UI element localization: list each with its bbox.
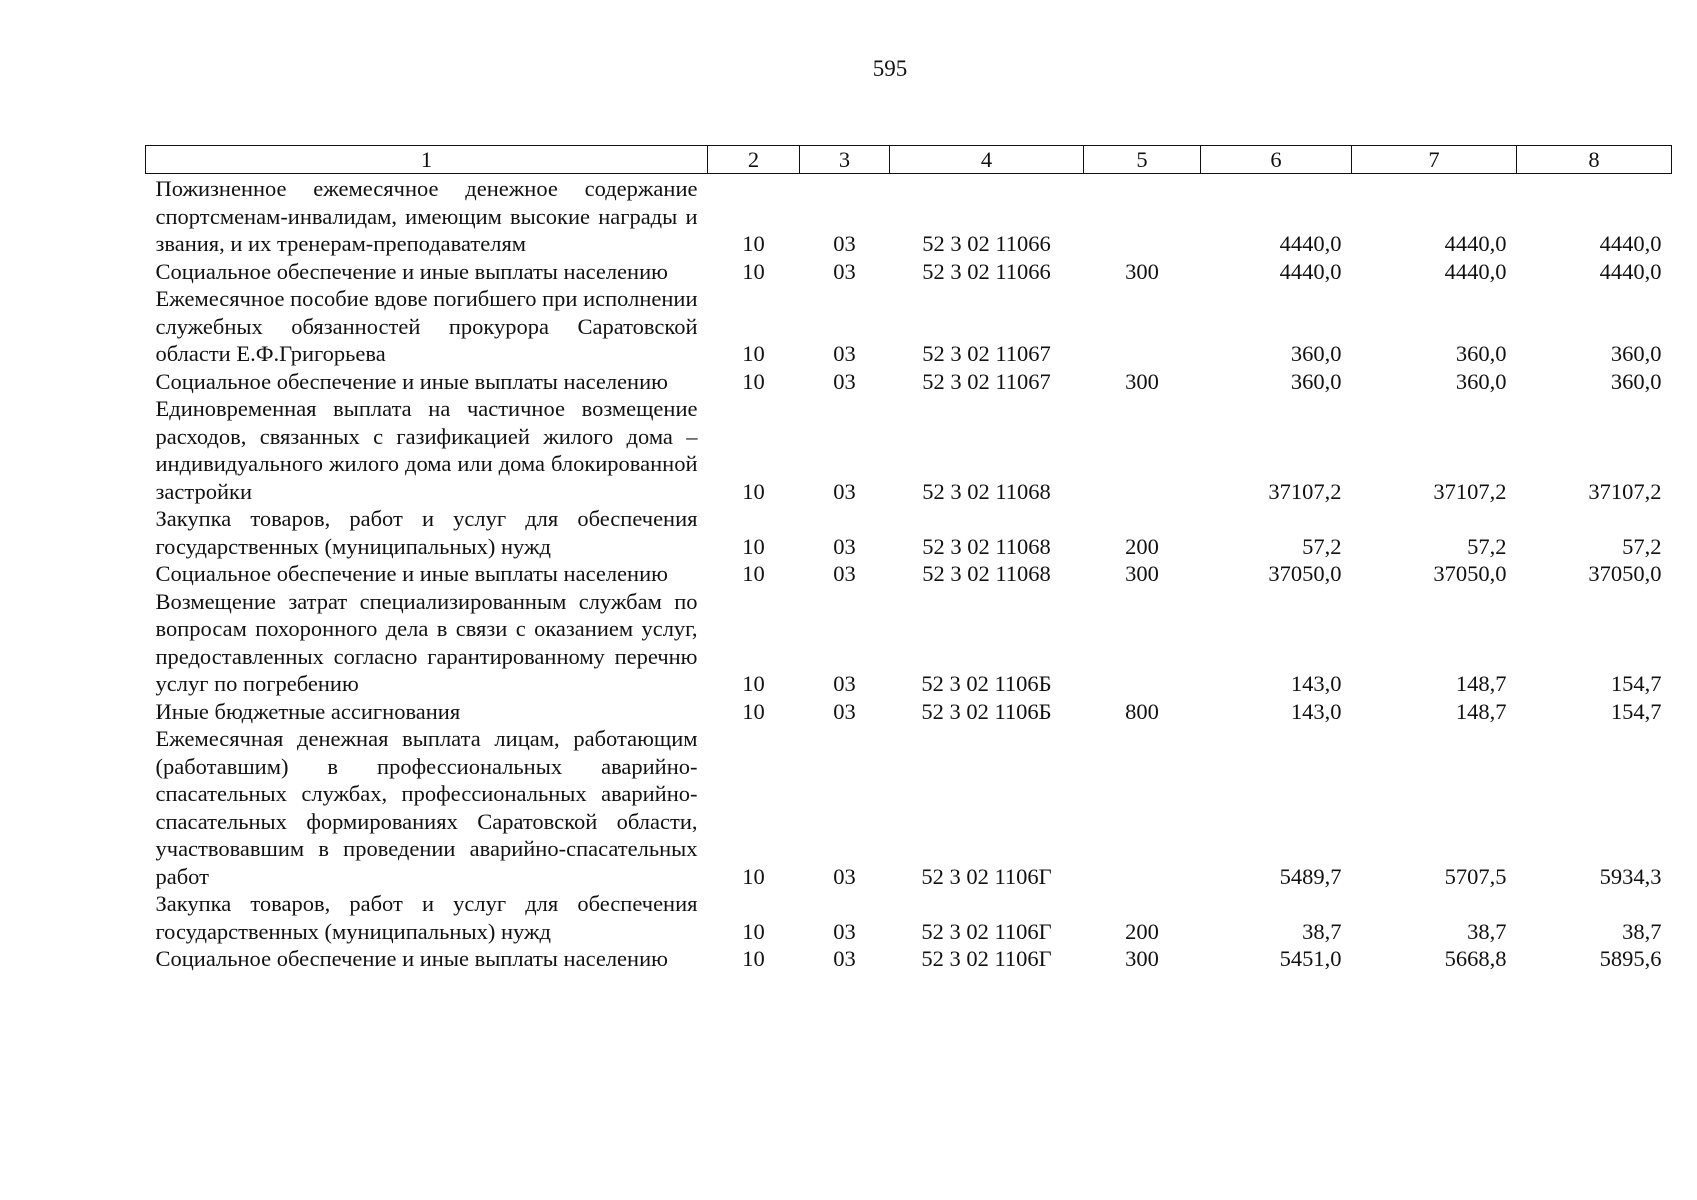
subsection-code: 03 [833,478,856,504]
amount-col-8: 37107,2 [1588,478,1662,504]
target-article-code: 52 3 02 11068 [922,478,1051,504]
section-code: 10 [742,341,765,366]
amount-col-6: 57,2 [1302,533,1342,559]
subsection-code: 03 [833,863,856,889]
amount-col-7: 360,0 [1455,341,1507,366]
header-cell-3: 3 [800,146,890,174]
expense-type-code: 300 [1125,368,1159,394]
row-description: Социальное обеспечение и иные выплаты населению [155,946,668,971]
section-code: 10 [742,258,765,284]
section-code: 10 [742,863,765,889]
table-row [146,588,1672,698]
expense-type-code: 800 [1125,698,1159,724]
subsection-code: 03 [833,368,856,394]
subsection-code: 03 [833,918,856,944]
target-article-code: 52 3 02 1106Б [921,671,1052,696]
target-article-code: 52 3 02 1106Г [921,863,1052,889]
expense-type-code [1084,395,1201,505]
header-row [146,146,1672,174]
table-row [146,395,1672,505]
section-code: 10 [742,533,765,559]
amount-col-6: 5451,0 [1279,946,1342,971]
expense-type-code [1084,174,1201,258]
table-row [146,725,1672,890]
target-article-code: 52 3 02 11066 [922,258,1051,284]
amount-col-8: 5934,3 [1599,863,1662,889]
amount-col-7: 5668,8 [1444,946,1507,971]
target-article-code: 52 3 02 11067 [922,368,1051,394]
amount-col-6: 143,0 [1290,698,1342,724]
row-description: Социальное обеспечение и иные выплаты населению [155,368,668,394]
amount-col-7: 148,7 [1455,671,1507,696]
amount-col-6: 360,0 [1290,368,1342,394]
amount-col-8: 154,7 [1610,698,1662,724]
header-cell-7: 7 [1352,146,1517,174]
section-code: 10 [742,368,765,394]
subsection-code: 03 [833,258,856,284]
expense-type-code: 300 [1125,561,1159,586]
subsection-code: 03 [833,533,856,559]
amount-col-6: 143,0 [1290,671,1342,696]
subsection-code: 03 [833,561,856,586]
expense-type-code: 200 [1125,918,1159,944]
amount-col-8: 57,2 [1622,533,1662,559]
amount-col-8: 154,7 [1610,671,1662,696]
amount-col-6: 38,7 [1302,918,1342,944]
table-row [146,945,1672,973]
header-cell-8: 8 [1517,146,1672,174]
table-row [146,285,1672,368]
amount-col-7: 5707,5 [1444,863,1507,889]
subsection-code: 03 [833,698,856,724]
amount-col-6: 37107,2 [1268,478,1342,504]
table-row [146,698,1672,726]
amount-col-7: 37107,2 [1433,478,1507,504]
subsection-code: 03 [833,671,856,696]
amount-col-7: 4440,0 [1444,258,1507,284]
expense-type-code: 300 [1125,946,1159,971]
amount-col-7: 360,0 [1455,368,1507,394]
target-article-code: 52 3 02 11067 [922,341,1051,366]
row-description: Ежемесячная денежная выплата лицам, работающим (работавшим) в профессиональных аварийно-спасательных службах, профессиональных аварийно-спасательных формированиях Саратовской области, участвовавшим в проведении аварийно-спасательных работ [155,726,698,889]
section-code: 10 [742,561,765,586]
row-description: Единовременная выплата на частичное возмещение расходов, связанных с газификацией жилого дома – индивидуального жилого дома или дома блокированной застройки [155,396,698,504]
section-code: 10 [742,478,765,504]
expense-type-code [1084,285,1201,368]
section-code: 10 [742,946,765,971]
amount-col-7: 57,2 [1467,533,1507,559]
table-row [146,174,1672,258]
expense-type-code [1084,725,1201,890]
table-row [146,890,1672,945]
target-article-code: 52 3 02 11068 [922,561,1051,586]
amount-col-6: 5489,7 [1279,863,1342,889]
amount-col-6: 4440,0 [1279,231,1342,256]
target-article-code: 52 3 02 1106Г [921,946,1052,971]
target-article-code: 52 3 02 1106Г [921,918,1052,944]
header-cell-2: 2 [708,146,800,174]
row-description: Пожизненное ежемесячное денежное содержание спортсменам-инвалидам, имеющим высокие награды и звания, и их тренерам-преподавателям [155,176,698,256]
table-row [146,560,1672,588]
row-description: Социальное обеспечение и иные выплаты населению [155,561,668,586]
section-code: 10 [742,671,765,696]
row-description: Социальное обеспечение и иные выплаты населению [155,258,668,284]
amount-col-8: 360,0 [1610,368,1662,394]
header-cell-4: 4 [890,146,1084,174]
row-description: Закупка товаров, работ и услуг для обеспечения государственных (муниципальных) нужд [155,891,698,944]
budget-table [145,145,1672,973]
table-row [146,505,1672,560]
target-article-code: 52 3 02 11066 [922,231,1051,256]
subsection-code: 03 [833,341,856,366]
amount-col-8: 4440,0 [1599,231,1662,256]
row-description: Иные бюджетные ассигнования [155,698,461,724]
header-cell-1: 1 [146,146,708,174]
section-code: 10 [742,231,765,256]
subsection-code: 03 [833,946,856,971]
amount-col-8: 360,0 [1610,341,1662,366]
amount-col-7: 4440,0 [1444,231,1507,256]
page-number: 595 [872,56,908,81]
header-cell-5: 5 [1084,146,1201,174]
expense-type-code [1084,588,1201,698]
amount-col-8: 38,7 [1622,918,1662,944]
expense-type-code: 300 [1125,258,1159,284]
subsection-code: 03 [833,231,856,256]
row-description: Ежемесячное пособие вдове погибшего при исполнении служебных обязанностей прокурора Саратовской области Е.Ф.Григорьева [155,286,698,366]
amount-col-8: 5895,6 [1599,946,1662,971]
row-description: Возмещение затрат специализированным службам по вопросам похоронного дела в связи с оказанием услуг, предоставленных согласно гарантированному перечню услуг по погребению [155,588,698,696]
table-row [146,368,1672,396]
table-row [146,258,1672,286]
amount-col-8: 4440,0 [1599,258,1662,284]
amount-col-7: 148,7 [1455,698,1507,724]
header-cell-6: 6 [1201,146,1352,174]
target-article-code: 52 3 02 11068 [922,533,1051,559]
amount-col-6: 360,0 [1290,341,1342,366]
expense-type-code: 200 [1125,533,1159,559]
amount-col-7: 38,7 [1467,918,1507,944]
amount-col-8: 37050,0 [1588,561,1662,586]
section-code: 10 [742,918,765,944]
target-article-code: 52 3 02 1106Б [921,698,1052,724]
amount-col-6: 4440,0 [1279,258,1342,284]
amount-col-7: 37050,0 [1433,561,1507,586]
amount-col-6: 37050,0 [1268,561,1342,586]
row-description: Закупка товаров, работ и услуг для обеспечения государственных (муниципальных) нужд [155,506,698,559]
section-code: 10 [742,698,765,724]
